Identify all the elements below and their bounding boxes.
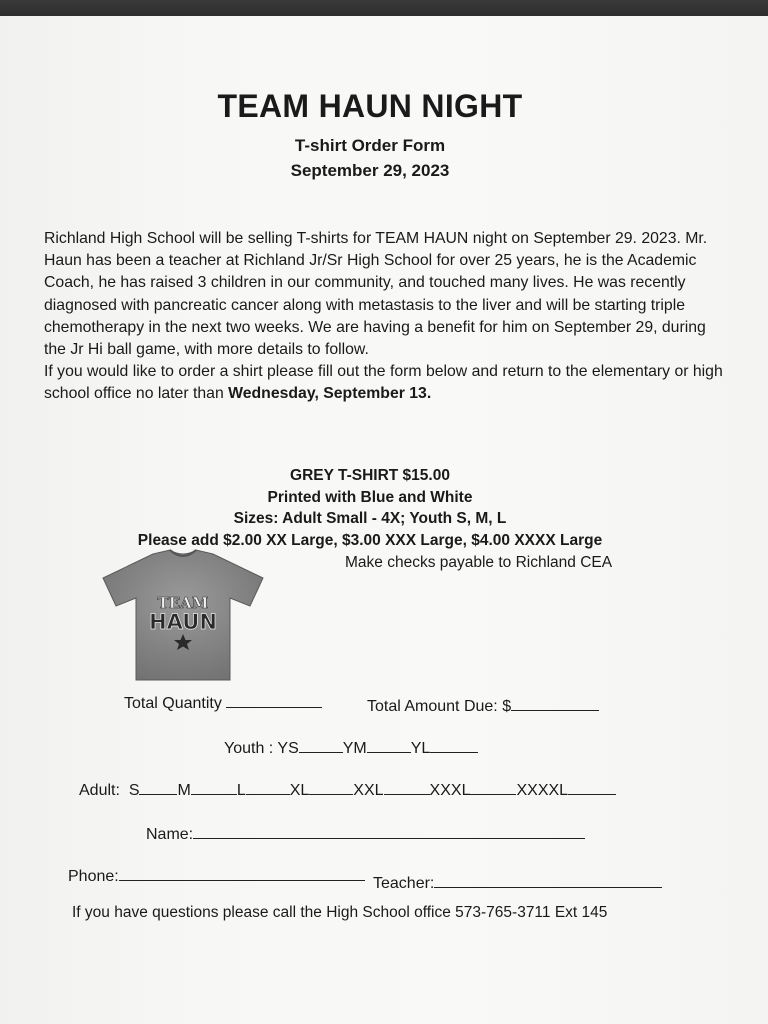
total-amount-row — [367, 696, 599, 716]
contact-footer: If you have questions please call the High School office 573-765-3711 Ext 145 — [72, 904, 608, 921]
order-instructions-lead: If you would like to order a shirt please fill out the form below and return to the elementary or high school office no later than — [44, 363, 723, 403]
total-amount-field[interactable] — [511, 696, 599, 711]
adult-size-m-field[interactable] — [191, 780, 237, 795]
checks-payable-line: Make checks payable to Richland CEA — [345, 554, 613, 571]
print-line: Printed with Blue and White — [267, 489, 473, 506]
adult-size-xxxxl-field[interactable] — [568, 780, 616, 795]
adult-size-xxxl-label: XXXL — [429, 782, 471, 799]
youth-size-yl-field[interactable] — [430, 738, 478, 753]
shirt-text-haun: HAUN — [149, 610, 217, 634]
price-line: GREY T-SHIRT $15.00 — [290, 467, 450, 484]
event-date: September 29, 2023 — [290, 161, 450, 180]
page-title: TEAM HAUN NIGHT — [217, 88, 523, 124]
sizes-line: Sizes: Adult Small - 4X; Youth S, M, L — [233, 510, 507, 527]
total-quantity-row — [124, 693, 322, 713]
adult-size-s-field[interactable] — [139, 780, 177, 795]
shirt-text-team: TEAM — [157, 594, 209, 612]
name-label: Name: — [146, 826, 194, 843]
teacher-row — [373, 873, 662, 893]
adult-size-m-label: M — [177, 782, 191, 799]
adult-size-s-label: S — [128, 782, 140, 799]
adult-size-xxl-label: XXL — [353, 782, 384, 799]
youth-size-ys-label: YS — [277, 740, 299, 757]
adult-size-xl-field[interactable] — [309, 780, 353, 795]
adult-size-l-field[interactable] — [246, 780, 290, 795]
intro-text — [44, 228, 724, 406]
form-subtitle: T-shirt Order Form — [294, 136, 446, 155]
deadline-date: Wednesday, September 13. — [228, 385, 432, 403]
tshirt-image — [98, 548, 268, 682]
adult-size-xxl-field[interactable] — [384, 780, 430, 795]
intro-paragraph: Richland High School will be selling T-shirts for TEAM HAUN night on September 29. 2023. Mr. Haun has been a teacher at Richland Jr/Sr High School for over 25 years, he is the Academic Coach, he has raised 3 children in our community, and touched many lives. He was recently diagnosed with pancreatic cancer along with metastasis to the liver and will be starting triple chemotherapy in the next two weeks. We are having a benefit for him on September 29, during the Jr Hi ball game, with more details to follow. — [44, 230, 708, 359]
name-row — [146, 824, 585, 844]
order-form-sheet — [0, 16, 768, 1024]
adult-sizes-row — [79, 780, 616, 800]
total-quantity-label: Total Quantity — [124, 695, 222, 712]
youth-size-ym-label: YM — [342, 740, 367, 757]
youth-size-ys-field[interactable] — [299, 738, 343, 753]
adult-size-l-label: L — [236, 782, 246, 799]
youth-size-yl-label: YL — [410, 740, 431, 757]
total-quantity-field[interactable] — [226, 693, 322, 708]
adult-size-xl-label: XL — [289, 782, 310, 799]
total-amount-label: Total Amount Due: $ — [367, 698, 512, 715]
adult-label: Adult: — [79, 782, 120, 799]
youth-size-ym-field[interactable] — [367, 738, 411, 753]
order-instructions — [44, 361, 724, 405]
name-field[interactable] — [193, 824, 585, 839]
youth-label: Youth : — [224, 740, 274, 757]
teacher-field[interactable] — [434, 873, 662, 888]
phone-row — [68, 866, 365, 886]
phone-label: Phone: — [68, 868, 119, 885]
adult-size-xxxxl-label: XXXXL — [516, 782, 569, 799]
youth-sizes-row — [224, 738, 478, 758]
teacher-label: Teacher: — [373, 875, 435, 892]
phone-field[interactable] — [119, 866, 365, 881]
surcharge-line: Please add $2.00 XX Large, $3.00 XXX Large, $4.00 XXXX Large — [137, 532, 603, 549]
adult-size-xxxl-field[interactable] — [470, 780, 516, 795]
